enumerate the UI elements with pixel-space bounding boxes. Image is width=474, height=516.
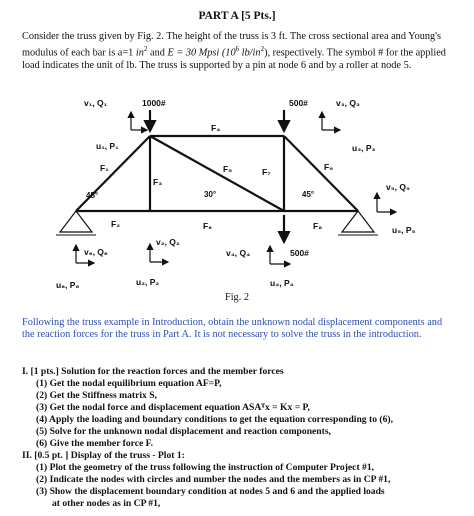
label-F6: F₆ [203, 221, 213, 231]
label-angle-30: 30° [204, 190, 217, 199]
label-F7: F₇ [262, 167, 271, 177]
section-2-item: (3) Show the displacement boundary condition at nodes 5 and 6 and the applied loads [36, 486, 385, 497]
member-right-diagonal [284, 136, 358, 211]
label-u5-p5: u₅, P₅ [392, 225, 416, 235]
section-1-heading: I. [1 pts.] Solution for the reaction forces and the member forces [22, 366, 284, 377]
section-1-item: (4) Apply the loading and boundary conditions to get the equation corresponding to (6), [36, 414, 393, 425]
section-1-item: (1) Get the nodal equilibrium equation AF=P, [36, 378, 222, 389]
instructions-text: Following the truss example in Introduction, obtain the unknown nodal displacement components and the reaction forces for the truss in Part A. It is not necessary to solve the truss in the introduction. [22, 317, 443, 341]
section-1-item: (3) Get the nodal force and displacement equation ASAᵀx = Kx = P, [36, 402, 310, 413]
section-1-item: (5) Solve for the unknown nodal displacement and reaction components, [36, 426, 331, 437]
label-v5-q5: v₅, Q₅ [386, 182, 410, 192]
section-2-heading: II. [0.5 pt. ] Display of the truss - Plot 1: [22, 450, 185, 461]
page-title: PART A [5 Pts.] [198, 10, 276, 22]
label-load-500-bottom: 500# [290, 248, 309, 258]
pin-support-node6 [60, 211, 92, 232]
label-v3-q3: v₃, Q₃ [336, 98, 360, 108]
dof-arrows [76, 112, 396, 264]
label-F8: F₈ [313, 221, 323, 231]
label-F5: F₅ [223, 164, 233, 174]
section-1-item: (6) Give the member force F. [36, 438, 154, 449]
label-F4: F₄ [211, 123, 221, 133]
label-angle-45-right: 45° [302, 190, 315, 199]
label-u3-p3: u₃, P₃ [352, 143, 376, 153]
label-u2-p2: u₂, P₂ [136, 277, 160, 287]
figure-caption: Fig. 2 [224, 292, 250, 303]
label-F1: F₁ [100, 163, 109, 173]
label-v2-q2: v₂, Q₂ [156, 237, 180, 247]
label-v6-q6: v₆, Q₆ [84, 247, 108, 257]
label-F2: F₂ [111, 219, 120, 229]
label-v1-q1: v₁, Q₁ [84, 98, 108, 108]
section-1-item: (2) Get the Stiffness matrix S, [36, 390, 157, 401]
section-2-item: (2) Indicate the nodes with circles and number the nodes and the members as in CP #1, [36, 474, 391, 485]
label-v4-q4: v₄, Q₄ [226, 248, 251, 258]
label-load-500-top: 500# [289, 98, 308, 108]
label-u6-p6: u₆, P₆ [56, 280, 80, 290]
label-F3: F₃ [153, 177, 163, 187]
label-load-1000: 1000# [142, 98, 166, 108]
roller-support-node5 [342, 211, 374, 232]
problem-statement: Consider the truss given by Fig. 2. The height of the truss is 3 ft. The cross sectional area and Young's modulus of each bar is a=1 $in^2$ and E = 30 Mpsi ($10^6$ $lb/in^2$), respectively. The symbol # for the applied load indicates the unit of lb. The truss is supported by a pin at node 6 and by a roller at node 5. [22, 31, 446, 72]
section-2-item: (1) Plot the geometry of the truss following the instruction of Computer Project #1, [36, 462, 375, 473]
section-2-item: at other nodes as in CP #1, [52, 498, 161, 509]
label-u4-p4: u₄, P₄ [270, 278, 294, 288]
label-F9: F₉ [324, 162, 334, 172]
label-u1-p1: u₁, P₁ [96, 141, 119, 151]
label-angle-45-left: 45° [86, 191, 99, 200]
